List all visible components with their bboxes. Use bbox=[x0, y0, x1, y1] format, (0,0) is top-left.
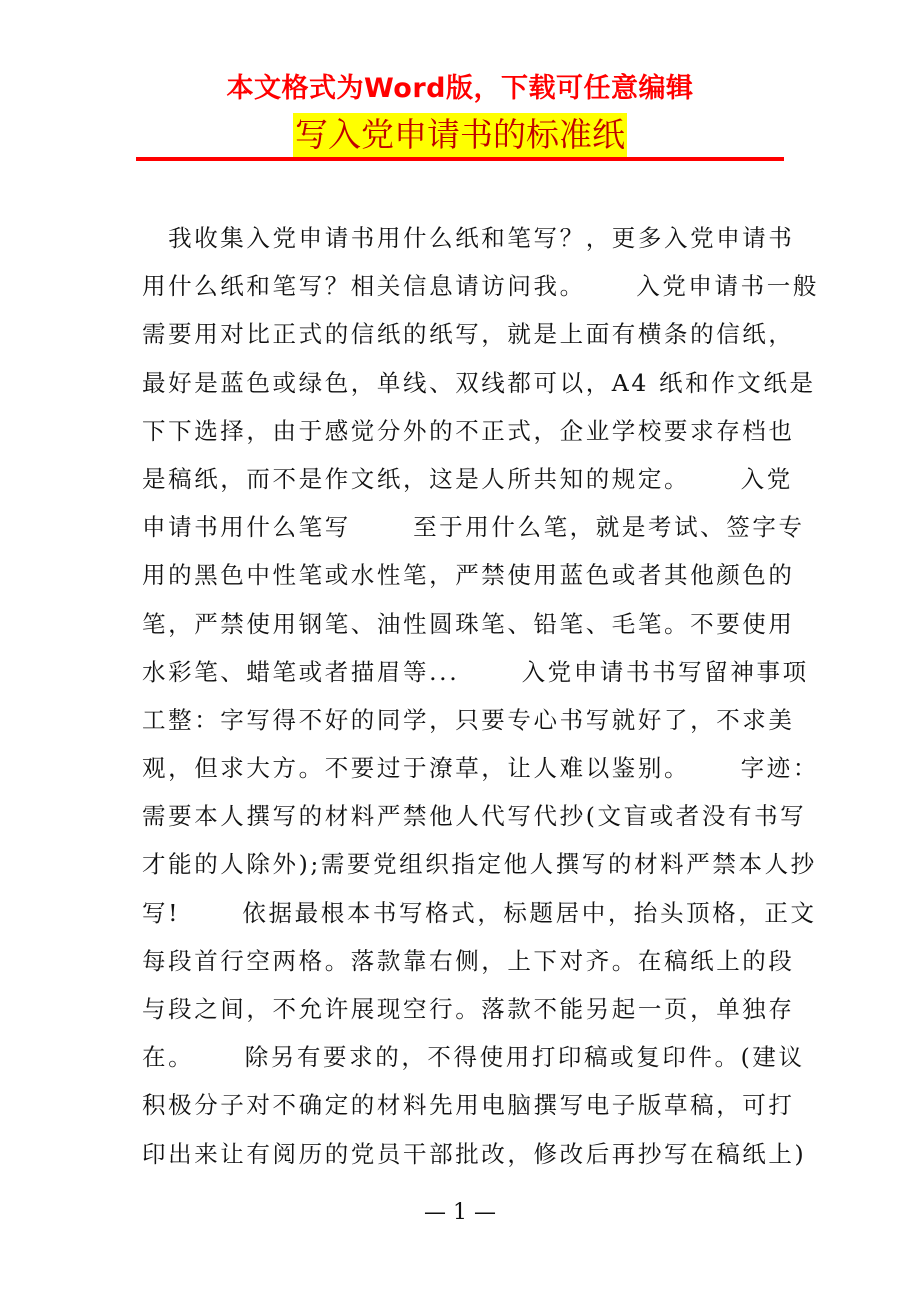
body-line: 每段首行空两格。落款靠右侧，上下对齐。在稿纸上的段 bbox=[142, 946, 795, 975]
body-line: 笔，严禁使用钢笔、油性圆珠笔、铅笔、毛笔。不要使用 bbox=[142, 609, 795, 638]
body-line: 需要用对比正式的信纸的纸写，就是上面有横条的信纸， bbox=[142, 320, 795, 349]
document-body bbox=[142, 214, 819, 1178]
body-line: 申请书用什么笔写 至于用什么笔，就是考试、签字专 bbox=[142, 513, 805, 542]
body-line: 最好是蓝色或绿色，单线、双线都可以，A4 纸和作文纸是 bbox=[142, 368, 816, 397]
body-line: 积极分子对不确定的材料先用电脑撰写电子版草稿，可打 bbox=[142, 1091, 795, 1120]
body-line: 观，但求大方。不要过于潦草，让人难以鉴别。 字迹： bbox=[142, 754, 819, 783]
body-line: 是稿纸，而不是作文纸，这是人所共知的规定。 入党 bbox=[142, 464, 793, 493]
body-line: 写! 依据最根本书写格式，标题居中，抬头顶格，正文 bbox=[142, 898, 817, 927]
title-divider bbox=[136, 157, 784, 161]
body-line: 用的黑色中性笔或水性笔，严禁使用蓝色或者其他颜色的 bbox=[142, 561, 795, 590]
document-title: 写入党申请书的标准纸 bbox=[293, 113, 627, 157]
body-line: 水彩笔、蜡笔或者描眉等... 入党申请书书写留神事项 bbox=[142, 657, 809, 686]
body-line: 才能的人除外);需要党组织指定他人撰写的材料严禁本人抄 bbox=[142, 850, 817, 879]
body-line: 我收集入党申请书用什么纸和笔写？，更多入党申请书 bbox=[142, 224, 795, 252]
body-line: 需要本人撰写的材料严禁他人代写代抄(文盲或者没有书写 bbox=[142, 802, 807, 831]
body-line: 下下选择，由于感觉分外的不正式，企业学校要求存档也 bbox=[142, 416, 795, 445]
word-format-banner: 本文格式为Word版，下载可任意编辑 bbox=[226, 73, 694, 104]
body-line: 用什么纸和笔写？相关信息请访问我。 入党申请书一般 bbox=[142, 272, 819, 301]
body-line: 在。 除另有要求的，不得使用打印稿或复印件。(建议 bbox=[142, 1043, 805, 1072]
page-number: — 1 — bbox=[424, 1200, 496, 1225]
body-line: 工整：字写得不好的同学，只要专心书写就好了，不求美 bbox=[142, 705, 795, 734]
body-line: 与段之间，不允许展现空行。落款不能另起一页，单独存 bbox=[142, 995, 795, 1023]
title-container bbox=[0, 113, 920, 157]
body-line: 印出来让有阅历的党员干部批改，修改后再抄写在稿纸上) bbox=[142, 1139, 807, 1168]
